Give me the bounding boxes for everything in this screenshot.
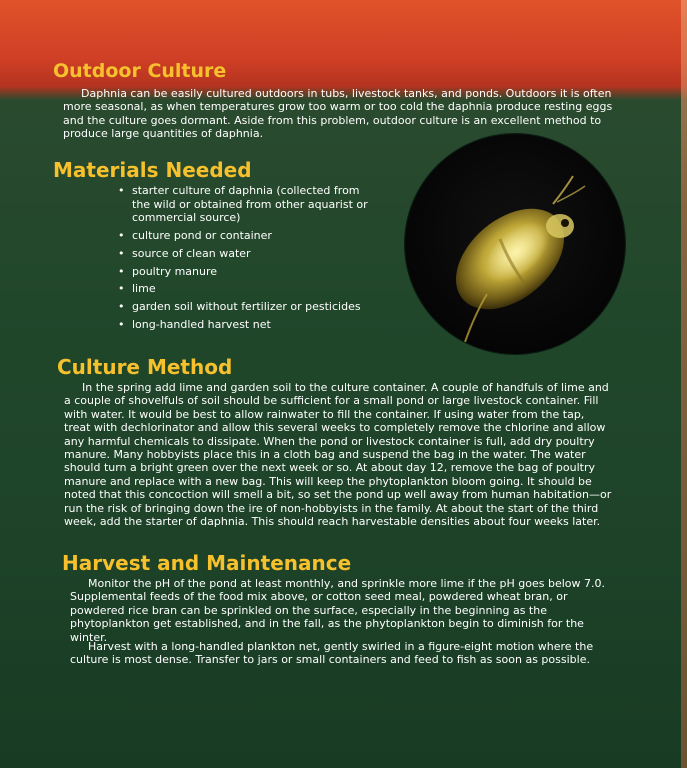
materials-list-item: • lime [118,282,156,296]
daphnia-illustration [405,134,625,354]
bullet-icon: • [118,317,125,331]
paragraph-outdoor-culture [63,87,618,141]
materials-list-item: • culture pond or container [118,228,272,242]
paragraph-culture-method [64,381,614,528]
materials-list [118,184,378,336]
bullet-icon: • [118,300,125,314]
materials-list-item: • source of clean water [118,246,251,260]
paragraph-outdoor-culture-text: Daphnia can be easily cultured outdoors in tubs, livestock tanks, and ponds. Outdoors it is often more seasonal, as when temperatures grow too warm or too cold the daphnia produce resting eggs and the culture goes dormant. Aside from this problem, outdoor culture is an excellent method to produce large quantities of daphnia. [63,87,613,141]
daphnia-photo [405,134,625,354]
bullet-icon: • [118,282,125,296]
materials-list-item: • garden soil without fertilizer or pesticides [118,300,361,314]
paragraph-harvest-1 [70,577,615,644]
heading-outdoor-culture: Outdoor Culture [53,60,227,82]
bullet-icon: • [118,264,125,278]
heading-culture-method: Culture Method [57,355,233,379]
heading-materials-needed: Materials Needed [53,158,252,182]
paragraph-culture-method-text: In the spring add lime and garden soil to the culture container. A couple of handfuls of lime and a couple of shovelfuls of soil should be sufficient for a small pond or large livestock container. Fill with water. It would be best to allow rainwater to fill the container. If using water from the tap, treat with dechlorinator and allow this several weeks to completely remove the chlorine and allow any harmful chemicals to dissipate. When the pond or livestock container is full, add dry poultry manure. Many hobbyists place this in a cloth bag and suspend the bag in the water. The water should turn a bright green over the next week or so. At about day 12, remove the bag of poultry manure and replace with a new bag. This will keep the phytoplankton bloom going. It should be noted that this concoction will smell a bit, so set the pond up well away from human habitation—or run the risk of bringing down the ire of non-hobbyists in the family. At about the start of the third week, add the starter of daphnia. This should reach harvestable densities about four weeks later. [64,381,612,529]
materials-list-item: • starter culture of daphnia (collected from the wild or obtained from other aquarist or commercial source) [118,184,368,225]
materials-list-item: • poultry manure [118,264,218,278]
paragraph-harvest-2 [70,640,615,667]
paragraph-harvest-1-text: Monitor the pH of the pond at least monthly, and sprinkle more lime if the pH goes below 7.0. Supplemental feeds of the food mix above, or cotton seed meal, powdered wheat bran, or powdered rice bran can be sprinkled on the surface, especially in the beginning as the phytoplankton get established, and in the fall, as the phytoplankton begin to diminish for the winter. [70,577,606,644]
page-edge [681,0,687,768]
materials-list-item: • long-handled harvest net [118,317,271,331]
paragraph-harvest-2-text: Harvest with a long-handled plankton net, gently swirled in a figure-eight motion where the culture is most dense. Transfer to jars or small containers and feed to fish as soon as possible. [70,640,594,667]
bullet-icon: • [118,246,125,260]
heading-harvest-maintenance: Harvest and Maintenance [62,551,352,575]
bullet-icon: • [118,228,125,242]
bullet-icon: • [118,184,125,197]
